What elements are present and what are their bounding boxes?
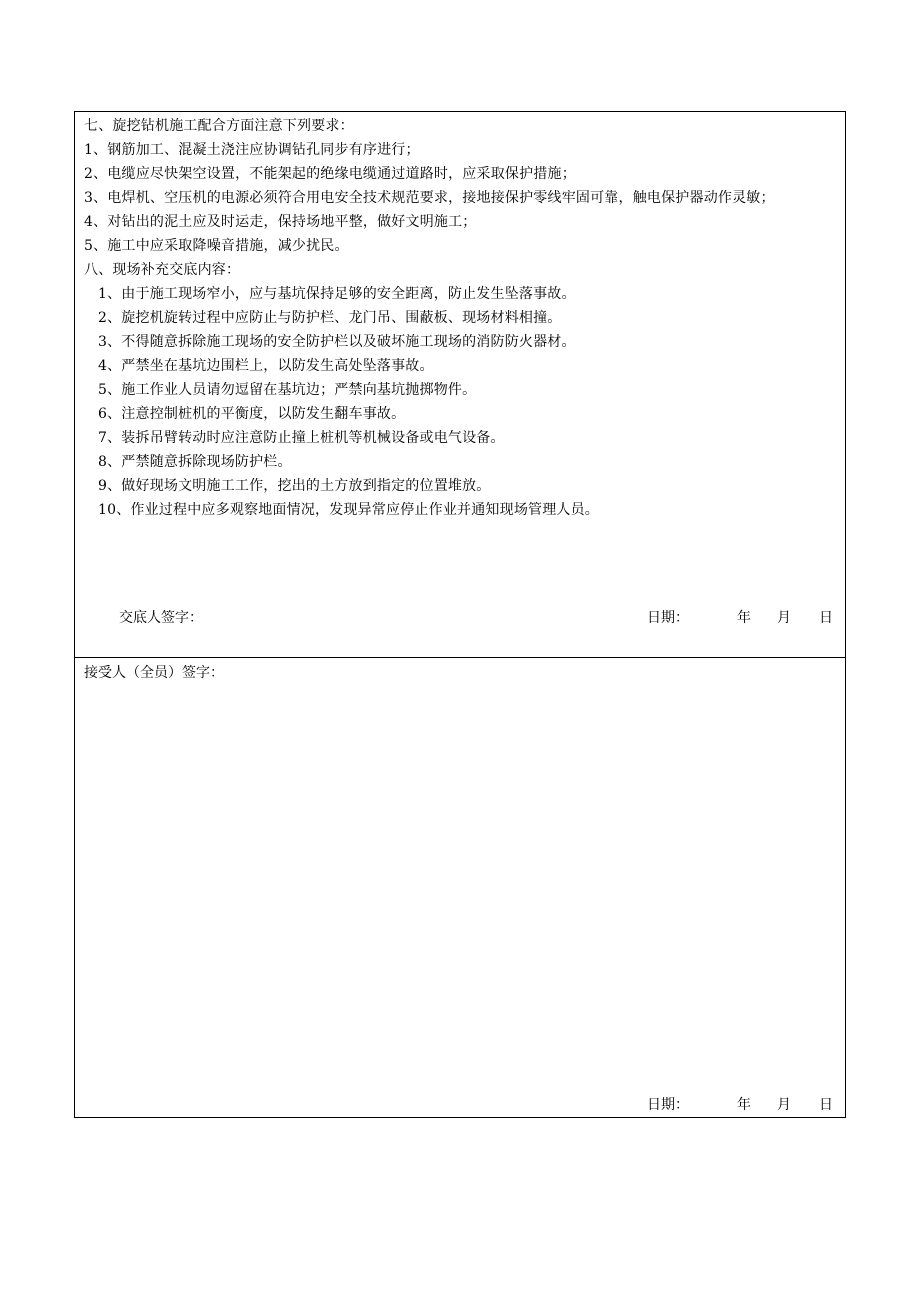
section8-item-10: 10、作业过程中应多观察地面情况，发现异常应停止作业并通知现场管理人员。 bbox=[98, 502, 600, 518]
date-label: 日期： bbox=[647, 1097, 689, 1113]
section8-item-2: 2、旋挖机旋转过程中应防止与防护栏、龙门吊、围蔽板、现场材料相撞。 bbox=[98, 310, 562, 326]
disclosure-content bbox=[84, 114, 838, 522]
section8-item-4: 4、严禁坐在基坑边围栏上，以防发生高处坠落事故。 bbox=[98, 358, 434, 374]
date-day-label: 日 bbox=[819, 1097, 833, 1113]
section8-item-7: 7、装拆吊臂转动时应注意防止撞上桩机等机械设备或电气设备。 bbox=[98, 430, 505, 446]
date-month-label: 月 bbox=[777, 610, 791, 626]
discloser-signature-label: 交底人签字： bbox=[119, 610, 203, 626]
date-day-label: 日 bbox=[819, 610, 833, 626]
section7-item-2: 2、电缆应尽快架空设置，不能架起的绝缘电缆通过道路时，应采取保护措施； bbox=[84, 166, 576, 182]
date-month-label: 月 bbox=[777, 1097, 791, 1113]
section8-item-9: 9、做好现场文明施工工作，挖出的土方放到指定的位置堆放。 bbox=[98, 478, 491, 494]
section8-item-6: 6、注意控制桩机的平衡度，以防发生翻车事故。 bbox=[98, 406, 406, 422]
section7-item-3: 3、电焊机、空压机的电源必须符合用电安全技术规范要求，接地接保护零线牢固可靠，触电保护器动作灵敏； bbox=[84, 190, 775, 206]
receiver-signature-cell bbox=[75, 658, 845, 1117]
section8-heading: 八、现场补充交底内容： bbox=[84, 262, 241, 278]
section7-item-4: 4、对钻出的泥土应及时运走，保持场地平整，做好文明施工； bbox=[84, 214, 477, 230]
section8-item-1: 1、由于施工现场窄小，应与基坑保持足够的安全距离，防止发生坠落事故。 bbox=[98, 286, 576, 302]
section7-item-5: 5、施工中应采取降噪音措施，减少扰民。 bbox=[84, 238, 349, 254]
discloser-date bbox=[647, 606, 837, 630]
section7-heading: 七、旋挖钻机施工配合方面注意下列要求： bbox=[84, 118, 354, 134]
section7-item-1: 1、钢筋加工、混凝土浇注应协调钻孔同步有序进行； bbox=[84, 142, 420, 158]
receiver-signature-label: 接受人（全员）签字： bbox=[84, 665, 224, 681]
section8-item-3: 3、不得随意拆除施工现场的安全防护栏以及破坏施工现场的消防防火器材。 bbox=[98, 334, 576, 350]
discloser-signature-row bbox=[75, 606, 845, 630]
date-year-label: 年 bbox=[737, 610, 751, 626]
section8-item-5: 5、施工作业人员请勿逗留在基坑边；严禁向基坑抛掷物件。 bbox=[98, 382, 477, 398]
date-year-label: 年 bbox=[737, 1097, 751, 1113]
disclosure-content-cell bbox=[75, 112, 845, 658]
section8-item-8: 8、严禁随意拆除现场防护栏。 bbox=[98, 454, 292, 470]
receiver-date-row bbox=[75, 1093, 845, 1117]
disclosure-table bbox=[74, 111, 846, 1118]
receiver-date bbox=[647, 1093, 837, 1117]
date-label: 日期： bbox=[647, 610, 689, 626]
